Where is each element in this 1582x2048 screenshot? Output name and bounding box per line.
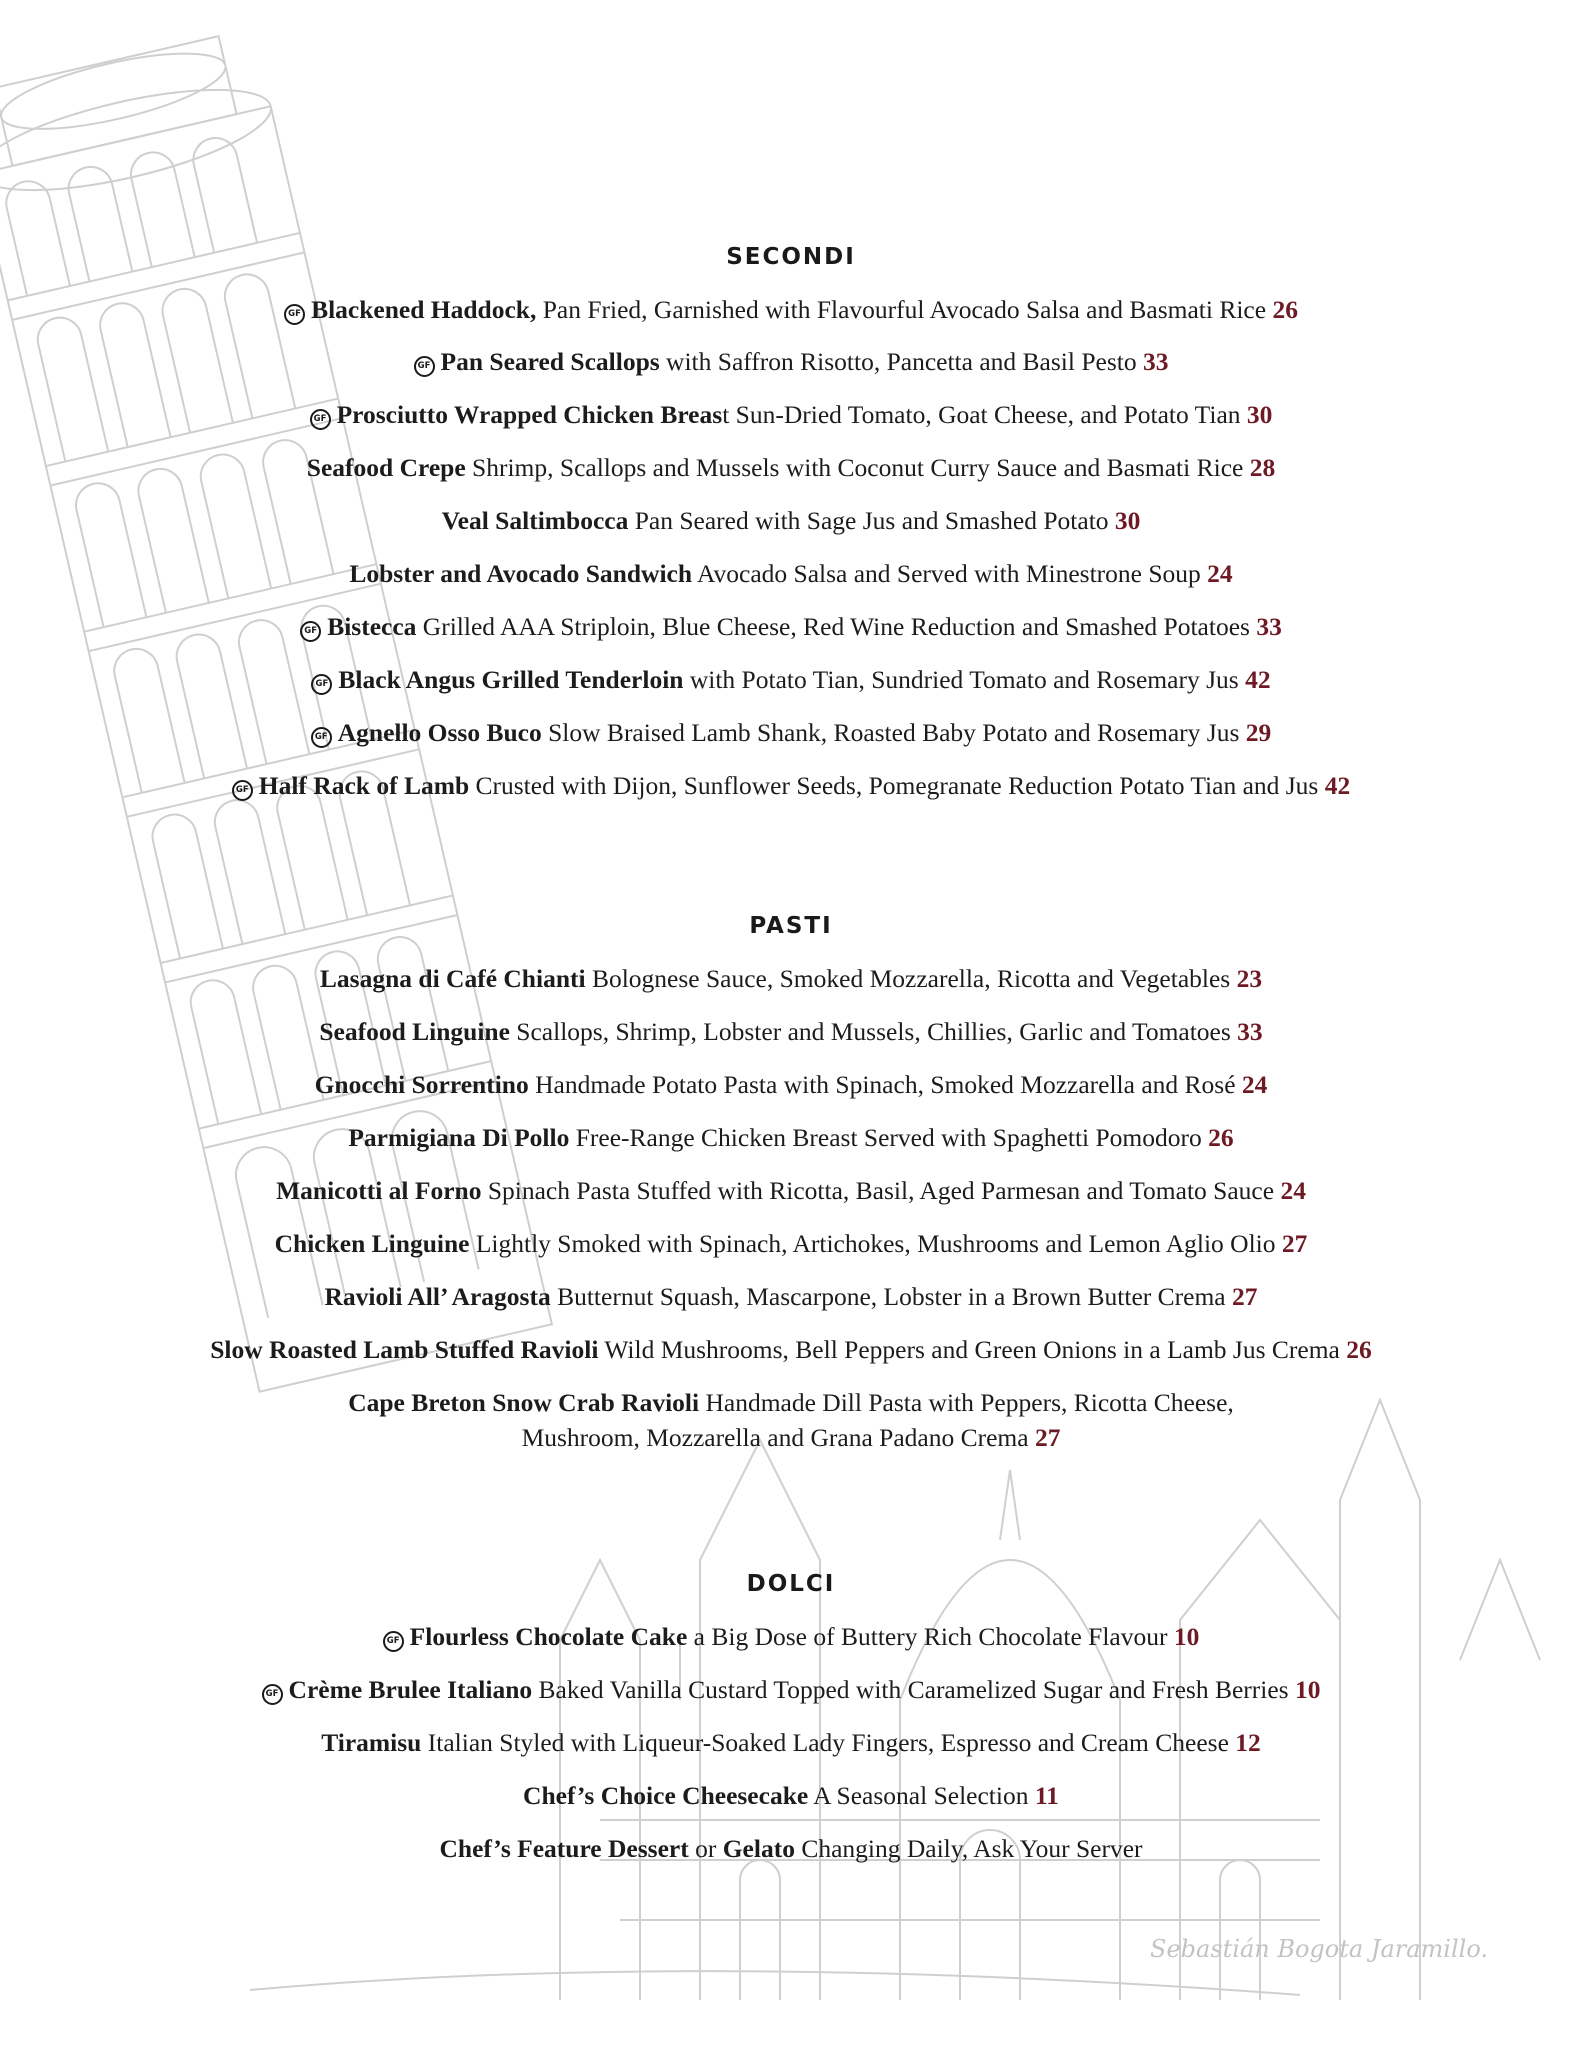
item-price: 29 (1245, 718, 1272, 747)
gluten-free-icon: GF (383, 1631, 404, 1652)
item-name: Bistecca (327, 612, 417, 641)
item-price: 30 (1114, 506, 1141, 535)
item-description: Handmade Dill Pasta with Peppers, Ricotta Cheese, (699, 1388, 1234, 1417)
item-name: Chef’s Feature Dessert (439, 1834, 689, 1863)
item-name: Manicotti al Forno (276, 1176, 482, 1205)
gluten-free-icon: GF (232, 780, 253, 801)
menu-item (0, 1725, 1582, 1760)
gluten-free-icon: GF (311, 727, 332, 748)
gluten-free-icon: GF (311, 674, 332, 695)
item-description-continued: Mushroom, Mozzarella and Grana Padano Crema (521, 1423, 1035, 1452)
menu-item (0, 397, 1582, 432)
item-description: Italian Styled with Liqueur-Soaked Lady Fingers, Espresso and Cream Cheese (421, 1728, 1236, 1757)
item-name-alt: Gelato (722, 1834, 795, 1863)
item-name: Seafood Linguine (319, 1017, 510, 1046)
item-price: 24 (1207, 559, 1233, 588)
menu-item (0, 292, 1582, 327)
item-price: 42 (1245, 665, 1271, 694)
item-description: Butternut Squash, Mascarpone, Lobster in a Brown Butter Crema (550, 1282, 1232, 1311)
menu-item (0, 1120, 1582, 1155)
menu-item (0, 503, 1582, 538)
section-heading-dolci: DOLCI (746, 1571, 836, 1597)
artist-signature: Sebastián Bogota Jaramillo. (1150, 1935, 1488, 1963)
gluten-free-icon: GF (300, 621, 321, 642)
item-description: Handmade Potato Pasta with Spinach, Smoked Mozzarella and Rosé (528, 1070, 1242, 1099)
item-price: 26 (1208, 1123, 1234, 1152)
item-name: Lobster and Avocado Sandwich (349, 559, 693, 588)
item-name: Agnello Osso Buco (337, 718, 542, 747)
item-description: Avocado Salsa and Served with Minestrone Soup (692, 559, 1208, 588)
item-name: Chicken Linguine (274, 1229, 470, 1258)
item-description: Pan Fried, Garnished with Flavourful Avocado Salsa and Basmati Rice (536, 295, 1273, 324)
item-description: Crusted with Dijon, Sunflower Seeds, Pomegranate Reduction Potato Tian and Jus (469, 771, 1325, 800)
menu-item (0, 556, 1582, 591)
item-name: Parmigiana Di Pollo (348, 1123, 570, 1152)
item-price: 11 (1034, 1781, 1059, 1810)
menu-item (0, 662, 1582, 697)
item-price: 23 (1236, 964, 1263, 993)
gluten-free-icon: GF (262, 1684, 283, 1705)
menu-item (0, 344, 1582, 379)
gluten-free-icon: GF (284, 304, 305, 325)
item-description: A Seasonal Selection (808, 1781, 1035, 1810)
item-name: Flourless Chocolate Cake (409, 1622, 688, 1651)
item-price: 26 (1272, 295, 1298, 324)
item-price: 42 (1324, 771, 1351, 800)
item-name: Black Angus Grilled Tenderloin (338, 665, 684, 694)
menu-item (0, 609, 1582, 644)
item-description: Pan Seared with Sage Jus and Smashed Potato (628, 506, 1115, 535)
menu-item (0, 450, 1582, 485)
item-description: with Saffron Risotto, Pancetta and Basil Pesto (659, 347, 1143, 376)
item-description: Slow Braised Lamb Shank, Roasted Baby Potato and Rosemary Jus (541, 718, 1246, 747)
item-description: Free-Range Chicken Breast Served with Spaghetti Pomodoro (569, 1123, 1209, 1152)
menu-item (0, 961, 1582, 996)
item-name: Slow Roasted Lamb Stuffed Ravioli (210, 1335, 599, 1364)
item-price: 10 (1173, 1622, 1200, 1651)
item-description: with Potato Tian, Sundried Tomato and Rosemary Jus (683, 665, 1246, 694)
menu-item (0, 1672, 1582, 1707)
menu-item (0, 1778, 1582, 1813)
menu-item (0, 1226, 1582, 1261)
item-name: Prosciutto Wrapped Chicken Breas (336, 400, 723, 429)
item-price: 27 (1231, 1282, 1258, 1311)
item-price: 10 (1294, 1675, 1321, 1704)
gluten-free-icon: GF (414, 356, 435, 377)
item-description: Baked Vanilla Custard Topped with Caramelized Sugar and Fresh Berries (532, 1675, 1295, 1704)
section-heading-secondi: SECONDI (726, 244, 856, 270)
item-description: or (688, 1834, 723, 1863)
menu-item (0, 1332, 1582, 1367)
item-price: 27 (1034, 1423, 1061, 1452)
item-description-continued: Changing Daily, Ask Your Server (794, 1834, 1143, 1863)
item-price: 33 (1237, 1017, 1263, 1046)
gluten-free-icon: GF (310, 409, 331, 430)
item-name: Cape Breton Snow Crab Ravioli (348, 1388, 700, 1417)
item-description: Scallops, Shrimp, Lobster and Mussels, Chillies, Garlic and Tomatoes (509, 1017, 1238, 1046)
item-description: Bolognese Sauce, Smoked Mozzarella, Ricotta and Vegetables (585, 964, 1237, 993)
item-description: Lightly Smoked with Spinach, Artichokes, Mushrooms and Lemon Aglio Olio (469, 1229, 1282, 1258)
item-name: Tiramisu (321, 1728, 422, 1757)
item-name: Half Rack of Lamb (258, 771, 470, 800)
item-name: Blackened Haddock, (311, 295, 537, 324)
item-price: 27 (1281, 1229, 1308, 1258)
item-name: Seafood Crepe (306, 453, 466, 482)
menu-item (0, 1014, 1582, 1049)
menu-item (0, 768, 1582, 803)
item-name: Lasagna di Café Chianti (319, 964, 586, 993)
item-price: 30 (1246, 400, 1273, 429)
item-description: Wild Mushrooms, Bell Peppers and Green Onions in a Lamb Jus Crema (598, 1335, 1347, 1364)
item-name: Chef’s Choice Cheesecake (523, 1781, 809, 1810)
item-price: 28 (1249, 453, 1276, 482)
menu-item (0, 1067, 1582, 1102)
item-description: Grilled AAA Striploin, Blue Cheese, Red Wine Reduction and Smashed Potatoes (416, 612, 1257, 641)
item-name: Veal Saltimbocca (441, 506, 629, 535)
item-price: 24 (1280, 1176, 1306, 1205)
menu-item (0, 715, 1582, 750)
menu-item (0, 1279, 1582, 1314)
item-price: 33 (1142, 347, 1169, 376)
item-description: t Sun-Dried Tomato, Goat Cheese, and Potato Tian (722, 400, 1247, 429)
item-description: Shrimp, Scallops and Mussels with Coconut Curry Sauce and Basmati Rice (465, 453, 1250, 482)
item-description: a Big Dose of Buttery Rich Chocolate Flavour (687, 1622, 1174, 1651)
menu-item (0, 1385, 1582, 1455)
menu-item (0, 1831, 1582, 1866)
menu-item (0, 1173, 1582, 1208)
item-description: Spinach Pasta Stuffed with Ricotta, Basil, Aged Parmesan and Tomato Sauce (481, 1176, 1281, 1205)
item-price: 26 (1346, 1335, 1372, 1364)
item-name: Crème Brulee Italiano (288, 1675, 533, 1704)
item-price: 24 (1241, 1070, 1268, 1099)
item-price: 12 (1235, 1728, 1261, 1757)
item-name: Ravioli All’ Aragosta (324, 1282, 551, 1311)
section-heading-pasti: PASTI (749, 913, 833, 939)
item-name: Pan Seared Scallops (440, 347, 660, 376)
item-price: 33 (1256, 612, 1282, 641)
menu-item (0, 1619, 1582, 1654)
item-name: Gnocchi Sorrentino (314, 1070, 529, 1099)
